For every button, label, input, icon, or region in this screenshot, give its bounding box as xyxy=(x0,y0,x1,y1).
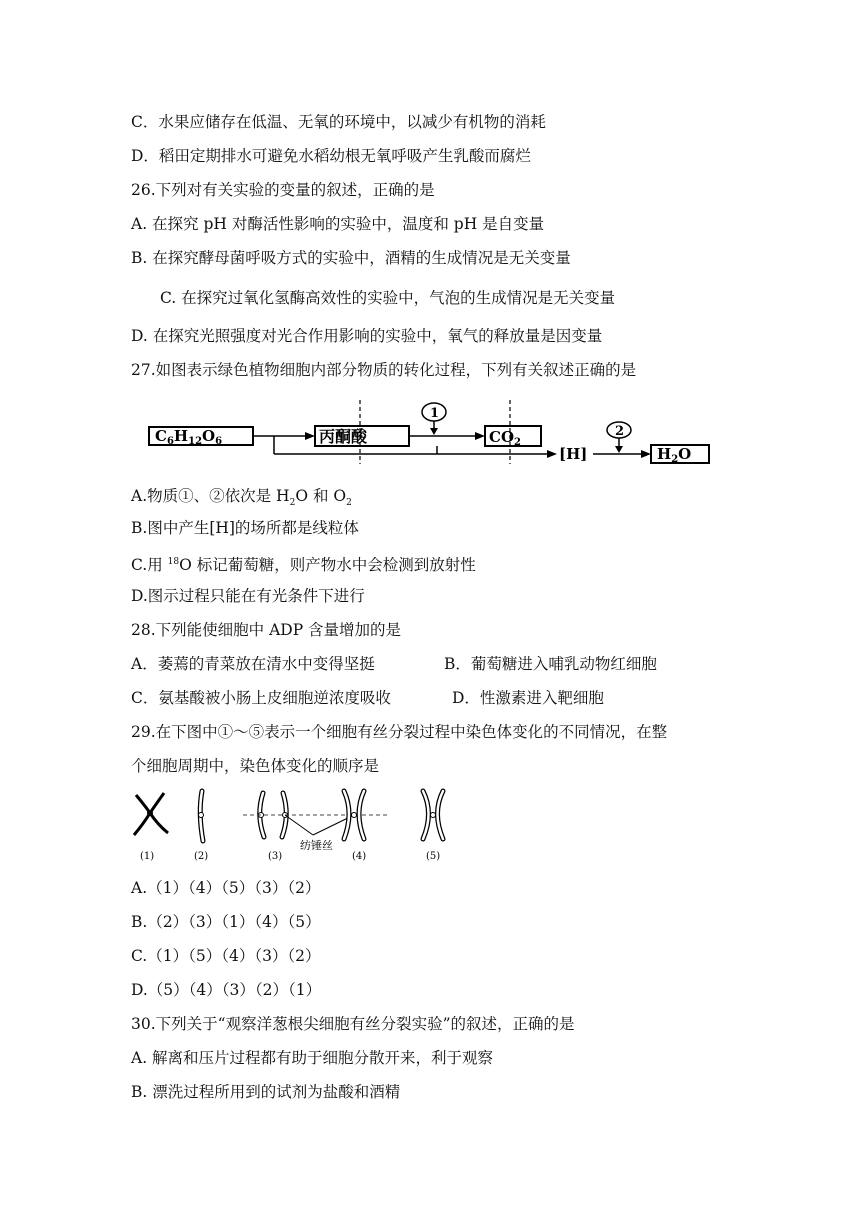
q26-option-a: A. 在探究 pH 对酶活性影响的实验中，温度和 pH 是自变量 xyxy=(131,215,545,233)
q29-option-b: B.（2）（3）（1）（4）（5） xyxy=(131,913,321,931)
q27-option-b: B.图中产生[H]的场所都是线粒体 xyxy=(131,519,359,537)
chromosome-label-5: (5) xyxy=(426,851,441,862)
q30-option-a: A. 解离和压片过程都有助于细胞分散开来，利于观察 xyxy=(131,1049,494,1067)
q26-option-b: B. 在探究酵母菌呼吸方式的实验中，酒精的生成情况是无关变量 xyxy=(131,249,571,267)
q27-option-a: A.物质①、②依次是 $H_2O$ 和 $O_2$ xyxy=(131,487,352,509)
q27-option-d: D.图示过程只能在有光条件下进行 xyxy=(131,587,365,605)
q29-option-a: A.（1）（4）（5）（3）（2） xyxy=(131,879,321,897)
chromosome-label-2: (2) xyxy=(194,851,209,862)
chromosome-label-1: (1) xyxy=(140,851,155,862)
q28-option-a: A．萎蔫的青菜放在清水中变得坚挺 xyxy=(131,655,375,673)
chromosome-label-3: (3) xyxy=(268,851,283,862)
spindle-label: 纺锤丝 xyxy=(300,839,333,852)
q26-option-c: C. 在探究过氧化氢酶高效性的实验中，气泡的生成情况是无关变量 xyxy=(160,289,616,307)
q28-option-d: D．性激素进入靶细胞 xyxy=(452,689,604,707)
q30-option-b: B. 漂洗过程所用到的试剂为盐酸和酒精 xyxy=(131,1083,401,1101)
q28-option-c: C．氨基酸被小肠上皮细胞逆浓度吸收 xyxy=(131,689,391,707)
pyruvate-label: 丙酮酸 xyxy=(319,427,368,446)
chromosome-diagram xyxy=(128,785,458,865)
q25-option-c: C．水果应储存在低温、无氧的环境中，以减少有机物的消耗 xyxy=(131,113,546,131)
q29-stem-line2: 个细胞周期中，染色体变化的顺序是 xyxy=(131,757,380,775)
h-label: [H] xyxy=(559,445,588,463)
q26-stem: 26.下列对有关实验的变量的叙述，正确的是 xyxy=(131,181,435,199)
svg-text:C6H12O6: $C_6H_{12}O_6$ xyxy=(155,427,223,447)
svg-text:2: 2 xyxy=(615,424,625,439)
respiration-diagram xyxy=(147,396,717,466)
q29-option-d: D.（5）（4）（3）（2）（1） xyxy=(131,981,322,999)
q26-option-d: D. 在探究光照强度对光合作用影响的实验中，氧气的释放量是因变量 xyxy=(131,327,603,345)
q27-option-c: C.用 $^{18}$O 标记葡萄糖，则产物水中会检测到放射性 xyxy=(131,556,476,575)
chromosome-label-4: (4) xyxy=(352,851,367,862)
q29-option-c: C.（1）（5）（4）（3）（2） xyxy=(131,947,321,965)
svg-text:CO2: $CO_2$ xyxy=(489,428,521,448)
svg-text:1: 1 xyxy=(430,406,440,421)
q27-stem: 27.如图表示绿色植物细胞内部分物质的转化过程，下列有关叙述正确的是 xyxy=(131,361,637,379)
q28-stem: 28.下列能使细胞中 ADP 含量增加的是 xyxy=(131,621,402,639)
svg-text:H2O: $H_2O$ xyxy=(657,445,692,465)
q25-option-d: D．稻田定期排水可避免水稻幼根无氧呼吸产生乳酸而腐烂 xyxy=(131,147,531,165)
q30-stem: 30.下列关于“观察洋葱根尖细胞有丝分裂实验”的叙述，正确的是 xyxy=(131,1015,575,1033)
q29-stem-line1: 29.在下图中①～⑤表示一个细胞有丝分裂过程中染色体变化的不同情况，在整 xyxy=(131,723,668,741)
q28-option-b: B．葡萄糖进入哺乳动物红细胞 xyxy=(444,655,657,673)
